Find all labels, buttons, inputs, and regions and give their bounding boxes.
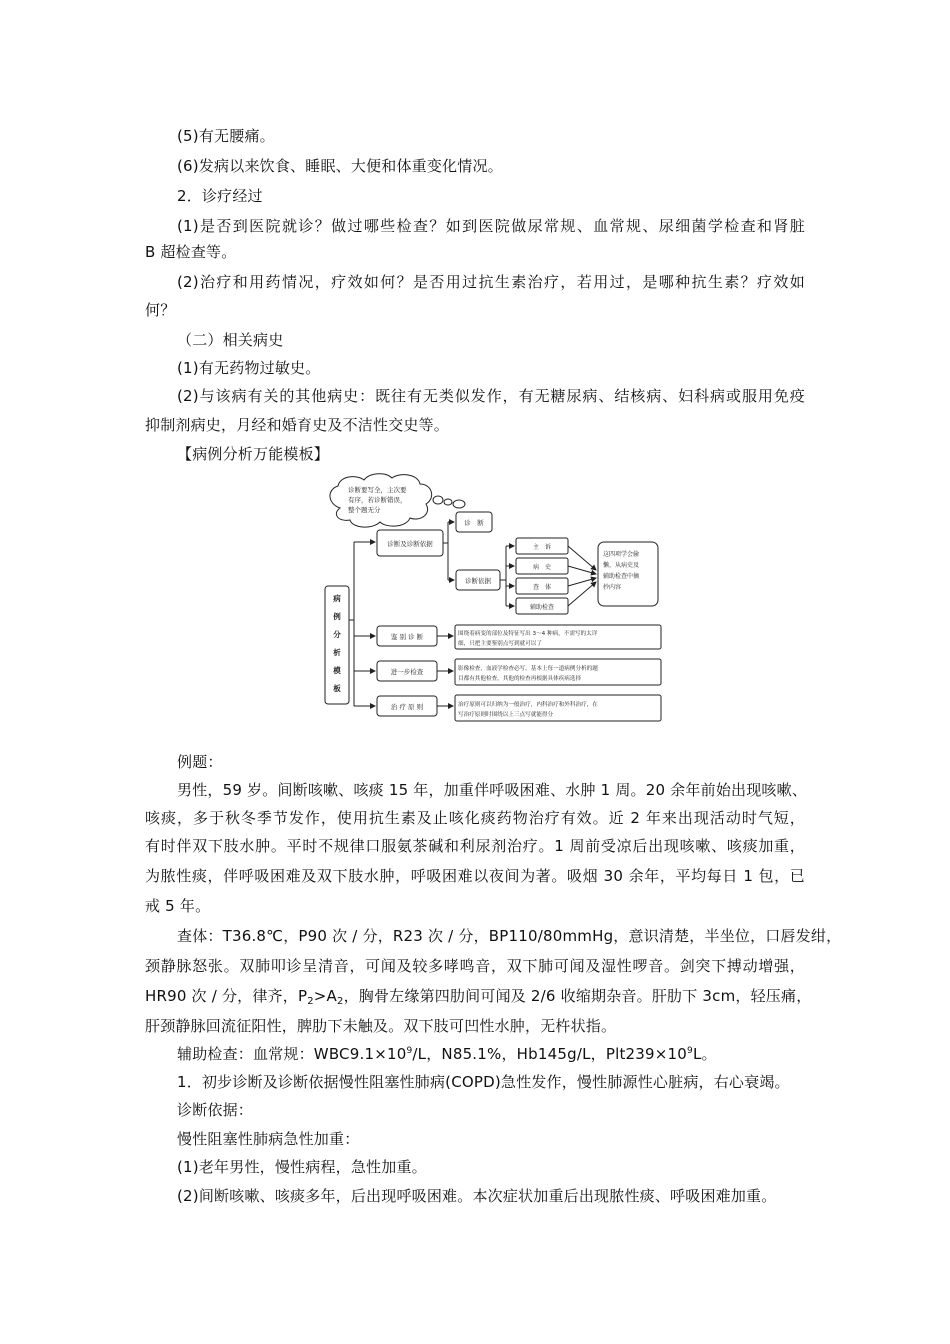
branch-label: 进一步检查: [390, 668, 424, 676]
paragraph-line: 慢性阻塞性肺病急性加重：: [177, 1130, 360, 1148]
paragraph-line: (5)有无腰痛。: [177, 127, 275, 145]
paragraph-line: 肝颈静脉回流征阳性，脾肋下未触及。双下肢可凹性水肿，无杵状指。: [145, 1017, 617, 1035]
paragraph-line: 查体：T36.8℃，P90 次 / 分，R23 次 / 分，BP110/80mmHg，意识清楚，半坐位，口唇发绀，: [177, 927, 842, 945]
basis-item: 病 史: [532, 564, 552, 571]
note-text: 影像检查，血液学检查必写，基本上每一道病例分析的题: [458, 666, 598, 672]
paragraph-line: (2)治疗和用药情况，疗效如何？是否用过抗生素治疗，若用过，是哪种抗生素？疗效如: [177, 273, 805, 291]
paragraph-line: (1)是否到医院就诊？做过哪些检查？如到医院做尿常规、血常规、尿细菌学检查和肾脏: [177, 217, 805, 235]
paragraph-line: 例题：: [177, 753, 223, 771]
paragraph-line: 辅助检查：血常规：$WBC9.1\times 10^9/L$，N85.1%，Hb145g/L，$Plt239\times 10^9L$。: [177, 1045, 717, 1063]
branch-label: 治 疗 原 则: [390, 703, 424, 711]
paragraph-line: 有时伴双下肢水肿。平时不规律口服氨茶碱和利尿剂治疗。1 周前受凉后出现咳嗽、咳痰加重，: [145, 837, 805, 855]
basis-item: 主 诉: [532, 544, 552, 551]
branch-label: 鉴 别 诊 断: [390, 633, 424, 641]
root-char: 分: [333, 630, 341, 639]
basis-item: 查 体: [532, 584, 552, 591]
note-text: 细，只把主要鉴别点写到就可以了: [458, 641, 542, 647]
paragraph-line: (2)间断咳嗽、咳痰多年，后出现呼吸困难。本次症状加重后出现脓性痰、呼吸困难加重。: [177, 1187, 777, 1205]
note-text: 目都有其他检查，其他的检查再根据具体疾病选择: [458, 676, 582, 682]
paragraph-line: HR90 次 / 分，律齐，$P_2>A_2$，胸骨左缘第四肋间可闻及 2/6 收缩期杂音。肝肋下 3cm，轻压痛，: [145, 987, 812, 1007]
cloud-text-line: 整个题无分: [348, 506, 381, 514]
root-char: 模: [333, 666, 341, 675]
paragraph-line: B 超检查等。: [145, 243, 237, 261]
paragraph-line: 咳痰，多于秋冬季节发作，使用抗生素及止咳化痰药物治疗有效。近 2 年来出现活动时气短，: [145, 809, 805, 827]
cloud-text-line: 有序，若诊断错误，: [348, 496, 407, 504]
root-char: 板: [333, 684, 341, 693]
root-char: 例: [333, 612, 341, 621]
paragraph-line: 抑制剂病史，月经和婚育史及不洁性交史等。: [145, 416, 450, 434]
root-char: 析: [333, 648, 341, 657]
branch-label: 诊断及诊断依据: [387, 540, 433, 548]
section-heading: 【病例分析万能模板】: [177, 445, 330, 463]
note-text: 这四项学会偷: [603, 551, 640, 558]
root-char: 病: [333, 594, 341, 603]
branch-label: 诊 断: [464, 519, 484, 527]
paragraph-line: (2)与该病有关的其他病史：既往有无类似发作，有无糖尿病、结核病、妇科病或服用免疫: [177, 387, 805, 405]
paragraph-line: (1)有无药物过敏史。: [177, 359, 321, 377]
case-analysis-template-diagram: [320, 470, 666, 726]
basis-item: 辅助检查: [529, 604, 555, 611]
paragraph-line: 为脓性痰，伴呼吸困难及双下肢水肿，呼吸困难以夜间为著。吸烟 30 余年，平均每日 1 包，已: [145, 867, 805, 885]
note-text: 围绕着病变的部位及特征写出 3～4 种病，不需写的太详: [458, 631, 598, 637]
note-text: 辅助检查中摘: [603, 573, 640, 580]
paragraph-line: 1．初步诊断及诊断依据慢性阻塞性肺病(COPD)急性发作，慢性肺源性心脏病，右心衰竭。: [177, 1073, 790, 1091]
note-text: 写治疗原则时围绕以上三点写就能得分: [458, 712, 554, 718]
note-text: 懒，从病史及: [603, 562, 640, 569]
paragraph-line: 诊断依据：: [177, 1101, 254, 1119]
section-heading: （二）相关病史: [177, 331, 284, 349]
section-heading: 2．诊疗经过: [177, 187, 263, 205]
paragraph-line: 戒 5 年。: [145, 897, 211, 915]
branch-label: 诊断依据: [465, 577, 491, 585]
paragraph-line: 男性，59 岁。间断咳嗽、咳痰 15 年，加重伴呼吸困难、水肿 1 周。20 余年前始出现咳嗽、: [177, 781, 808, 799]
paragraph-line: (6)发病以来饮食、睡眠、大便和体重变化情况。: [177, 157, 503, 175]
note-text: 抄内容: [603, 584, 622, 591]
cloud-text-line: 诊断要写全，主次要: [348, 486, 407, 494]
paragraph-line: (1)老年男性，慢性病程，急性加重。: [177, 1158, 427, 1176]
paragraph-line: 何？: [145, 301, 176, 319]
note-text: 治疗原则可以归纳为一般治疗，内科治疗和外科治疗，在: [458, 702, 598, 708]
paragraph-line: 颈静脉怒张。双肺叩诊呈清音，可闻及较多哮鸣音，双下肺可闻及湿性啰音。剑突下搏动增强，: [145, 957, 805, 975]
